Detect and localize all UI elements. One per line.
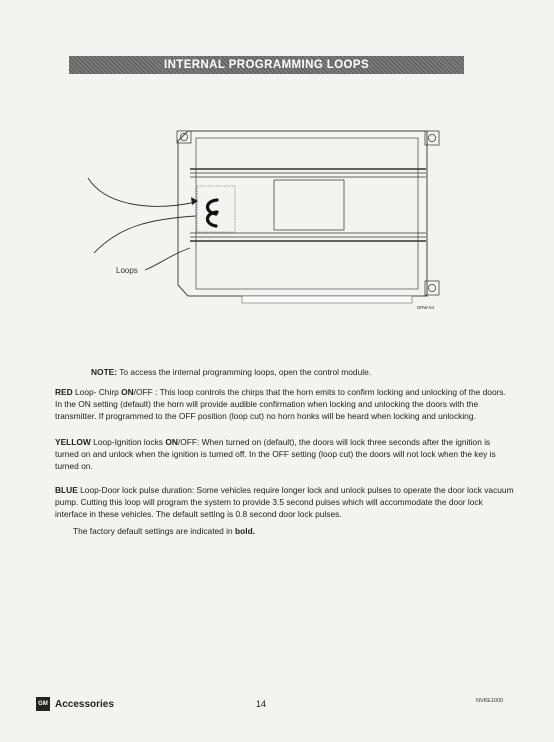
red-text: /OFF : This loop controls the chirps that the horn emits to confirm locking and unlocking of the doors. In the ON setting (default) the horn will provide audible confirmation when locking and unlocking the doors with the transmitter. If programmed to the OFF position (loop cut) no horn honks will be heard when locking and unlocking. bbox=[55, 387, 506, 421]
document-code: NVKE1000 bbox=[476, 698, 504, 704]
control-module-diagram bbox=[0, 0, 554, 330]
red-lead: RED bbox=[55, 387, 73, 397]
gm-badge-icon: GM bbox=[36, 697, 50, 711]
yellow-lead: YELLOW bbox=[55, 437, 91, 447]
bottom-connector bbox=[242, 296, 412, 303]
red-on: ON bbox=[121, 387, 134, 397]
module-top-plate bbox=[196, 138, 418, 289]
gm-accessories-logo bbox=[36, 697, 114, 711]
brand-name: Accessories bbox=[55, 698, 114, 710]
mount-tab-top-left bbox=[177, 131, 191, 143]
yellow-text: /OFF: When turned on (default), the doors will lock three seconds after the ignition is turned on and unlock when the ignition is turned off. In the OFF setting (loop cut) the doors will not lock when the key is turned on. bbox=[55, 437, 496, 471]
yellow-loop-paragraph bbox=[55, 436, 515, 472]
red-loop-paragraph bbox=[55, 386, 515, 422]
mount-hole-top-right bbox=[428, 134, 435, 141]
mount-hole-bottom-right bbox=[428, 284, 435, 291]
module-label-area bbox=[274, 180, 344, 230]
yellow-on: ON bbox=[165, 437, 178, 447]
note-paragraph bbox=[91, 366, 511, 378]
drawing-reference: DRW-54 bbox=[417, 305, 435, 310]
loops-label: Loops bbox=[116, 266, 138, 275]
yellow-mid: Loop-Ignition locks bbox=[90, 437, 166, 447]
red-mid: Loop- Chirp bbox=[72, 387, 122, 397]
blue-lead: BLUE bbox=[55, 485, 78, 495]
pointer-upper bbox=[88, 178, 196, 206]
page-number: 14 bbox=[256, 699, 267, 709]
pointer-loops bbox=[145, 248, 190, 270]
factory-default-note bbox=[73, 525, 493, 537]
section-title: INTERNAL PROGRAMMING LOOPS bbox=[163, 59, 370, 71]
blue-loop-paragraph bbox=[55, 484, 515, 520]
factory-bold: bold. bbox=[235, 526, 256, 536]
factory-text: The factory default settings are indicated in bbox=[73, 526, 236, 536]
blue-text: Loop-Door lock pulse duration: Some vehicles require longer lock and unlock pulses to operate the door lock vacuum pump. Cutting this loop will program the system to provide 3.5 second pulses which will accommodate the door lock interface in these vehicles. The default setting is 0.8 second door lock pulses. bbox=[55, 485, 514, 519]
note-label: NOTE: bbox=[91, 367, 118, 377]
note-text: To access the internal programming loops, open the control module. bbox=[117, 367, 372, 377]
pointer-lower bbox=[94, 216, 196, 253]
